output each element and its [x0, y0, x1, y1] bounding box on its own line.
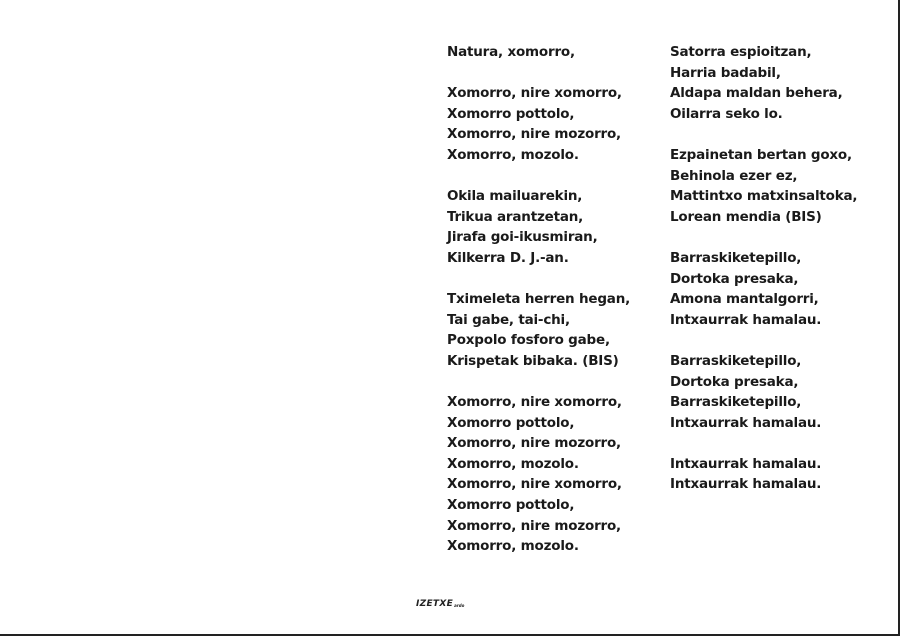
stanza [447, 289, 662, 371]
lyric-line: Lorean mendia (BIS) [670, 208, 822, 225]
lyric-line: Xomorro, nire xomorro, [447, 476, 622, 493]
stanza [447, 392, 662, 557]
stanza [670, 454, 895, 495]
lyric-line: Poxpolo fosforo gabe, [447, 332, 610, 349]
lyric-line: Aldapa maldan behera, [670, 85, 843, 102]
lyrics-column-right [670, 42, 895, 516]
lyric-line: Behinola ezer ez, [670, 167, 798, 184]
lyric-line: Xomorro pottolo, [447, 105, 575, 122]
lyric-line: Xomorro, nire mozorro, [447, 435, 621, 452]
lyric-line: Xomorro, nire mozorro, [447, 517, 621, 534]
stanza [670, 42, 895, 124]
lyric-line: Xomorro pottolo, [447, 414, 575, 431]
lyric-line: Intxaurrak hamalau. [670, 311, 822, 328]
lyric-line: Xomorro pottolo, [447, 497, 575, 514]
lyric-line: Dortoka presaka, [670, 373, 799, 390]
lyric-line: Jirafa goi-ikusmiran, [447, 229, 598, 246]
lyric-line: Natura, xomorro, [447, 44, 575, 60]
lyric-line: Dortoka presaka, [670, 270, 799, 287]
lyric-line: Okila mailuarekin, [447, 188, 583, 205]
lyric-line: Xomorro, mozolo. [447, 146, 579, 163]
stanza [670, 145, 895, 227]
lyric-line: Harria badabil, [670, 64, 781, 81]
stanza [447, 83, 662, 165]
lyric-line: Barraskiketepillo, [670, 352, 802, 369]
lyric-line: Ezpainetan bertan goxo, [670, 146, 852, 163]
lyric-line: Barraskiketepillo, [670, 249, 802, 266]
lyric-line: Intxaurrak hamalau. [670, 476, 822, 493]
lyric-line: Xomorro, mozolo. [447, 455, 579, 472]
lyric-line: Krispetak bibaka. (BIS) [447, 352, 619, 369]
lyric-line: Oilarra seko lo. [670, 105, 783, 122]
lyric-line: Satorra espioitzan, [670, 44, 812, 60]
stanza [447, 186, 662, 268]
publisher-logo [416, 599, 464, 609]
lyric-line: Xomorro, nire mozorro, [447, 126, 621, 143]
lyric-line: Tximeleta herren hegan, [447, 291, 631, 308]
logo-text: IZETXE [416, 599, 454, 609]
lyric-line: Mattintxo matxinsaltoka, [670, 188, 858, 205]
stanza [670, 351, 895, 433]
logo-subtext: ardo [454, 603, 465, 608]
lyric-line: Intxaurrak hamalau. [670, 414, 822, 431]
lyric-line: Amona mantalgorri, [670, 291, 819, 308]
stanza [447, 42, 662, 63]
lyric-line: Barraskiketepillo, [670, 394, 802, 411]
lyric-line: Xomorro, nire xomorro, [447, 394, 622, 411]
lyric-line: Trikua arantzetan, [447, 208, 584, 225]
lyric-line: Tai gabe, tai-chi, [447, 311, 570, 328]
lyric-line: Intxaurrak hamalau. [670, 455, 822, 472]
lyrics-column-left [447, 42, 662, 577]
lyric-line: Kilkerra D. J.-an. [447, 249, 569, 266]
lyric-line: Xomorro, nire xomorro, [447, 85, 622, 102]
lyric-line: Xomorro, mozolo. [447, 538, 579, 555]
stanza [670, 248, 895, 330]
